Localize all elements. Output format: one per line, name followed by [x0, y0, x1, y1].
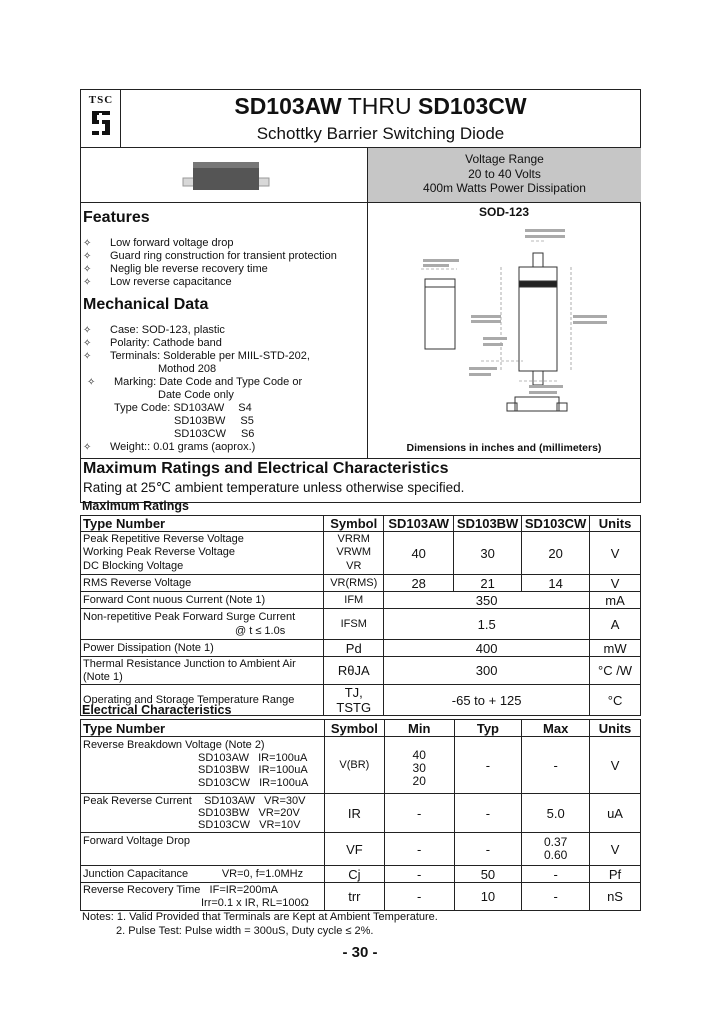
- column-divider: [367, 203, 368, 458]
- marking-note: Date Code only: [158, 389, 234, 401]
- header-type-number: Type Number: [81, 720, 325, 737]
- package-name: SOD-123: [478, 205, 530, 219]
- ratings-subtitle: Rating at 25℃ ambient temperature unless otherwise specified.: [83, 480, 465, 495]
- mechanical-heading: Mechanical Data: [83, 296, 209, 313]
- header-min: Min: [384, 720, 454, 737]
- table-row: Forward Cont nuous Current (Note 1) IFM 350 mA: [81, 592, 641, 609]
- table-row: Reverse Recovery Time IF=IR=200mA Irr=0.1 x IR, RL=100Ω trr - 10 - nS: [81, 883, 641, 911]
- case-spec: Case: SOD-123, plastic: [110, 324, 225, 336]
- package-row: [81, 148, 640, 203]
- header-sd103cw: SD103CW: [522, 516, 590, 532]
- table-row: RMS Reverse Voltage VR(RMS) 28 21 14 V: [81, 575, 641, 592]
- table-row: Operating and Storage Temperature Range TJ, TSTG -65 to + 125 °C: [81, 685, 641, 716]
- diamond-icon: ✧: [83, 338, 92, 349]
- mechanical-list: [83, 324, 310, 454]
- package-outline-drawing: [411, 221, 611, 416]
- note-1: Notes: 1. Valid Provided that Terminals are Kept at Ambient Temperature.: [82, 911, 438, 923]
- table-row: Power Dissipation (Note 1) Pd 400 mW: [81, 640, 641, 657]
- elec-chars-caption: Electrical Characteristics: [82, 703, 232, 717]
- table-row: Peak Repetitive Reverse Voltage Working Peak Reverse Voltage DC Blocking Voltage VRRM VRWM VR 40 30 20 V: [81, 532, 641, 575]
- diamond-icon: ✧: [83, 442, 92, 453]
- table-row: Non-repetitive Peak Forward Surge Current @ t ≤ 1.0s IFSM 1.5 A: [81, 609, 641, 640]
- table-header-row: [81, 720, 641, 737]
- diamond-icon: ✧: [83, 277, 92, 288]
- ratings-intro-row: [81, 459, 640, 502]
- table-header-row: [81, 516, 641, 532]
- diamond-icon: ✧: [83, 238, 92, 249]
- header-units: Units: [590, 720, 641, 737]
- header-symbol: Symbol: [324, 516, 384, 532]
- features-row: [81, 203, 640, 459]
- header-sd103bw: SD103BW: [454, 516, 522, 532]
- list-item: ✧ Neglig ble reverse recovery time: [83, 263, 268, 275]
- table-row: Reverse Breakdown Voltage (Note 2) SD103AW IR=100uA SD103BW IR=100uA SD103CW IR=100uA V(BR) 40 30 20 - - V: [81, 737, 641, 794]
- page-subtitle: Schottky Barrier Switching Diode: [256, 124, 505, 143]
- power-dissipation: 400m Watts Power Dissipation: [423, 181, 586, 195]
- tsc-logo: [81, 90, 121, 147]
- title-row: [81, 90, 640, 148]
- max-ratings-caption: Maximum Ratings: [82, 499, 189, 513]
- features-list: [83, 237, 337, 289]
- polarity-spec: Polarity: Cathode band: [110, 337, 222, 349]
- table-row: Forward Voltage Drop VF - - 0.37 0.60 V: [81, 833, 641, 866]
- diamond-icon: ✧: [87, 377, 96, 388]
- header-max: Max: [522, 720, 590, 737]
- diamond-icon: ✧: [83, 251, 92, 262]
- datasheet-frame: [80, 89, 641, 503]
- notes: [82, 910, 438, 938]
- diamond-icon: ✧: [83, 351, 92, 362]
- dimensions-caption: Dimensions in inches and (millimeters): [406, 442, 602, 454]
- list-item: ✧ Guard ring construction for transient protection: [83, 250, 337, 262]
- type-code-row: SD103CW S6: [174, 428, 255, 440]
- list-item: ✧ Low forward voltage drop: [83, 237, 234, 249]
- type-code-row: SD103BW S5: [174, 415, 254, 427]
- note-2: 2. Pulse Test: Pulse width = 300uS, Duty cycle ≤ 2%.: [116, 925, 374, 937]
- header-typ: Typ: [454, 720, 522, 737]
- header-units: Units: [590, 516, 641, 532]
- header-sd103aw: SD103AW: [384, 516, 454, 532]
- type-code-row: Type Code: SD103AW S4: [114, 402, 252, 414]
- marking-spec: Marking: Date Code and Type Code or: [114, 376, 303, 388]
- header-type-number: Type Number: [81, 516, 324, 532]
- logo-text: TSC: [88, 94, 114, 106]
- page-number: - 30 -: [342, 944, 378, 961]
- diode-photo: [181, 156, 271, 196]
- header-symbol: Symbol: [324, 720, 384, 737]
- voltage-range-value: 20 to 40 Volts: [468, 166, 541, 181]
- list-item: ✧ Low reverse capacitance: [83, 276, 232, 288]
- diamond-icon: ✧: [83, 264, 92, 275]
- table-row: Thermal Resistance Junction to Ambient Air (Note 1) RθJA 300 °C /W: [81, 657, 641, 685]
- diamond-icon: ✧: [83, 325, 92, 336]
- table-row: Peak Reverse Current SD103AW VR=30V SD103BW VR=20V SD103CW VR=10V IR - - 5.0 uA: [81, 794, 641, 833]
- voltage-range-label: Voltage Range: [465, 152, 544, 166]
- page-title: SD103AW THRU SD103CW: [234, 93, 527, 119]
- terminals-spec: Terminals: Solderable per MIIL-STD-202,: [110, 350, 310, 362]
- max-ratings-table: [80, 515, 641, 716]
- terminals-method: Mothod 208: [158, 363, 217, 375]
- table-row: Junction Capacitance VR=0, f=1.0MHz Cj - 50 - Pf: [81, 866, 641, 883]
- features-heading: Features: [83, 209, 150, 226]
- ratings-title: Maximum Ratings and Electrical Characteristics: [83, 460, 449, 477]
- voltage-range-box: [367, 148, 641, 202]
- tsc-logo-icon: [88, 107, 114, 139]
- elec-chars-table: [80, 719, 641, 911]
- weight-spec: Weight:: 0.01 grams (aoprox.): [110, 441, 256, 453]
